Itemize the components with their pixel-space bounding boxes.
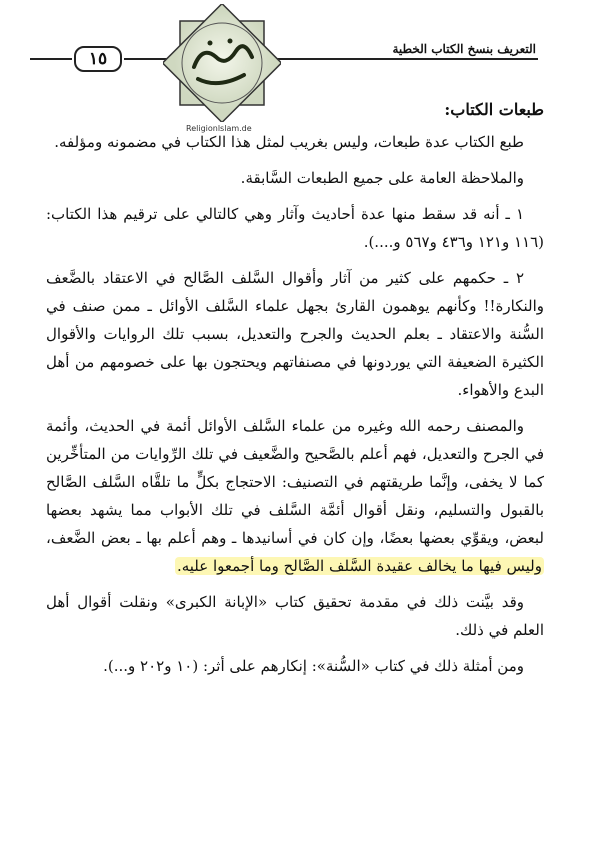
- section-heading: طبعات الكتاب:: [444, 100, 544, 119]
- running-title: التعريف بنسخ الكتاب الخطية: [392, 42, 536, 56]
- paragraph-5: [46, 412, 544, 580]
- highlighted-text: وليس فيها ما يخالف عقيدة السَّلف الصَّالح وما أجمعوا عليه.: [176, 557, 542, 575]
- paragraph-7: ومن أمثلة ذلك في كتاب «السُّنة»: إنكارهم على أثر: (١٠ و٢٠٢ و...).: [103, 657, 524, 675]
- page-number: ١٥: [74, 46, 122, 72]
- header-rule-left: [30, 58, 72, 60]
- paragraph-3: ١ ـ أنه قد سقط منها عدة أحاديث وآثار وهي كالتالي على ترقيم هذا الكتاب: (١١٦ و١٢١ و٤٣٦ و٥٦٧ و....).: [46, 205, 544, 251]
- paragraph-6: وقد بيَّنت ذلك في مقدمة تحقيق كتاب «الإبانة الكبرى» ونقلت أقوال أهل العلم في ذلك.: [46, 593, 544, 639]
- logo-caption: Religionlslam.de: [186, 124, 252, 133]
- paragraph-4: ٢ ـ حكمهم على كثير من آثار وأقوال السَّلف الصَّالح في الاعتقاد بالضَّعف والنكارة!! وكأنهم يوهمون القارئ بجهل علماء السَّلف الأوائل ـ ممن صنف في السُّنة والاعتقاد ـ بعلم الحديث والجرح والتعديل، بسبب تلك الروايات والأقوال الكثيرة الضعيفة التي يوردونها في مصنفاتهم ويحتجون بها على خصومهم من أهل البدع والأهواء.: [46, 269, 544, 399]
- page-body: [46, 96, 544, 688]
- paragraph-2: والملاحظة العامة على جميع الطبعات السَّابقة.: [240, 169, 524, 187]
- header-rule-mid: [124, 58, 168, 60]
- header-rule-right: [276, 58, 538, 60]
- paragraph-1: طبع الكتاب عدة طبعات، وليس بغريب لمثل هذا الكتاب في مضمونه ومؤلفه.: [54, 133, 524, 151]
- paragraph-5-main: والمصنف رحمه الله وغيره من علماء السَّلف الأوائل أئمة في الحديث، وأئمة في الجرح والتعديل، فهم أعلم بالصَّحيح والضَّعيف في تلك الرِّوايات من المتأخِّرين كما لا يخفى، وإنَّما طريقتهم في التصنيف: الاحتجاج بكلٍّ ما تلقَّاه السَّلف الصَّالح بالقبول والتسليم، ونقل أقوال أئمَّة السَّلف في تلك الأبواب مما يشهد بعضها لبعض، ويقوِّي بعضها بعضًا، وإن كان في أسانيدها ـ وهم أعلم بها ـ بعض الضَّعف،: [46, 417, 544, 547]
